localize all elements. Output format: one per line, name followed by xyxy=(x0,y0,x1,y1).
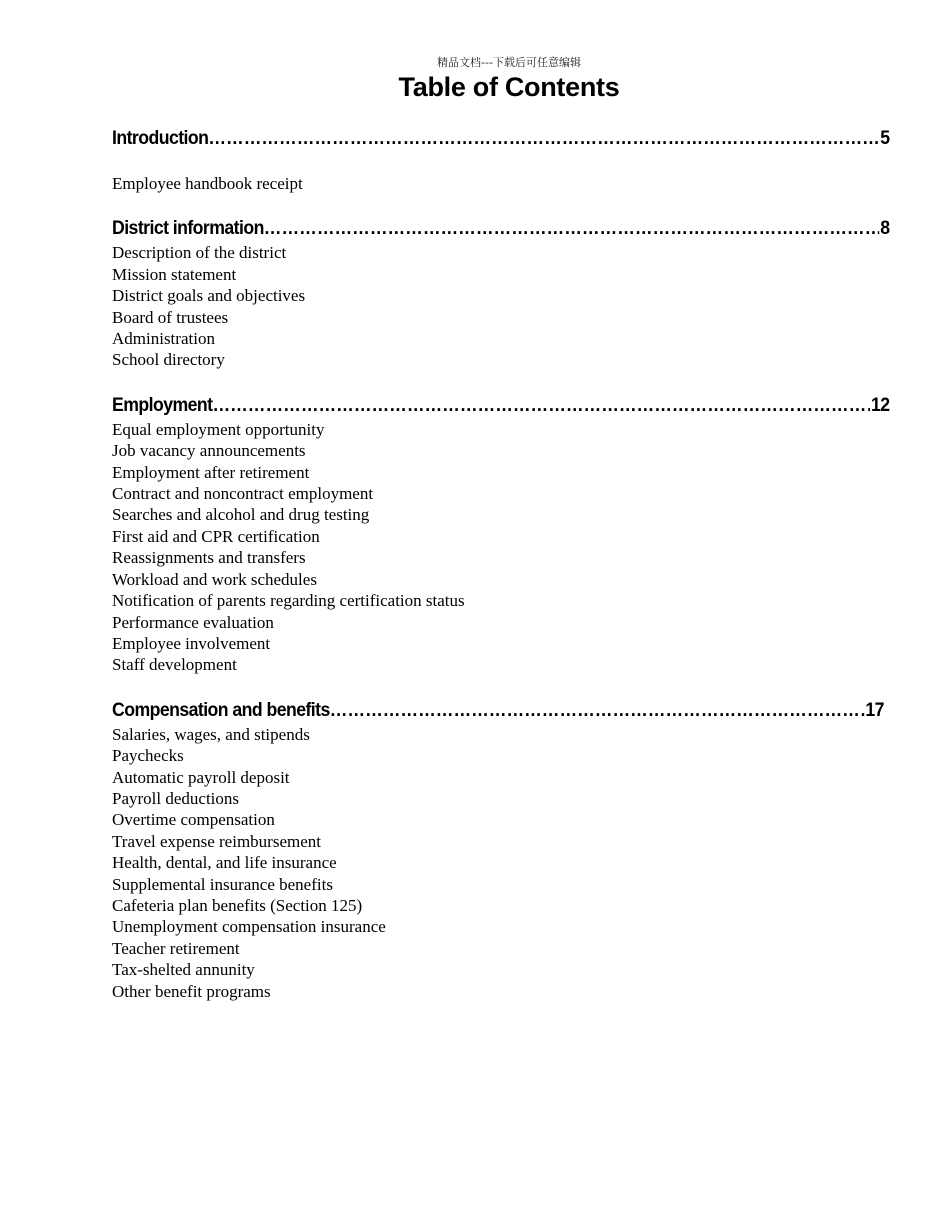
list-item: Cafeteria plan benefits (Section 125) xyxy=(112,895,363,915)
dot-leader xyxy=(330,698,865,724)
list-item: Salaries, wages, and stipends xyxy=(112,724,310,744)
list-item: Performance evaluation xyxy=(112,612,274,632)
dot-leader xyxy=(264,216,879,242)
list-item: Overtime compensation xyxy=(112,810,275,830)
list-item: School directory xyxy=(112,350,225,370)
page-number: 12 xyxy=(870,394,890,416)
list-item: Automatic payroll deposit xyxy=(112,767,290,787)
entry-list xyxy=(112,242,890,370)
page-number: 8 xyxy=(880,218,890,240)
entry-list xyxy=(112,724,890,1002)
list-item: Board of trustees xyxy=(112,307,229,327)
section-heading xyxy=(112,126,889,152)
section-heading xyxy=(112,393,889,419)
list-item: Travel expense reimbursement xyxy=(112,831,321,851)
list-item: Unemployment compensation insurance xyxy=(112,917,386,937)
page-title: Table of Contents xyxy=(398,72,620,102)
list-item: Tax-shelted annunity xyxy=(112,960,255,980)
list-item: Administration xyxy=(112,329,215,349)
list-item: Job vacancy announcements xyxy=(112,441,306,461)
list-item: Description of the district xyxy=(112,243,287,263)
toc-section-district-information xyxy=(112,216,890,370)
list-item: Supplemental insurance benefits xyxy=(112,874,333,894)
list-item: Paychecks xyxy=(112,746,184,766)
toc-section-introduction xyxy=(112,126,890,194)
list-item: Health, dental, and life insurance xyxy=(112,853,337,873)
page-number: 17 xyxy=(865,699,884,721)
table-of-contents xyxy=(112,126,890,1024)
toc-section-compensation-and-benefits xyxy=(112,698,890,1002)
list-item: Equal employment opportunity xyxy=(112,419,325,439)
list-item: Contract and noncontract employment xyxy=(112,484,374,504)
list-item: Employment after retirement xyxy=(112,462,310,482)
list-item: Teacher retirement xyxy=(112,938,240,958)
page-number: 5 xyxy=(880,128,890,149)
entry-list xyxy=(112,419,890,676)
toc-section-employment xyxy=(112,393,890,676)
list-item: Other benefit programs xyxy=(112,981,271,1001)
list-item: First aid and CPR certification xyxy=(112,526,320,546)
section-heading xyxy=(112,698,884,724)
list-item: Notification of parents regarding certification status xyxy=(112,591,465,611)
section-title: Compensation and benefits xyxy=(112,699,330,721)
list-item: Staff development xyxy=(112,655,237,675)
section-heading xyxy=(112,216,889,242)
dot-leader xyxy=(212,393,870,419)
dot-leader xyxy=(208,126,879,152)
list-item: Searches and alcohol and drug testing xyxy=(112,505,370,525)
header-note: 精品文档---下载后可任意编辑 xyxy=(437,56,581,69)
list-item: Workload and work schedules xyxy=(112,569,317,589)
list-item: Employee handbook receipt xyxy=(112,174,303,193)
section-title: Introduction xyxy=(112,128,209,149)
list-item: Payroll deductions xyxy=(112,788,240,808)
list-item: Employee involvement xyxy=(112,633,271,653)
list-item: Mission statement xyxy=(112,264,237,284)
section-title: District information xyxy=(112,218,264,240)
section-title: Employment xyxy=(112,394,213,416)
list-item: District goals and objectives xyxy=(112,286,306,306)
entry-list xyxy=(112,173,890,194)
list-item: Reassignments and transfers xyxy=(112,548,306,568)
